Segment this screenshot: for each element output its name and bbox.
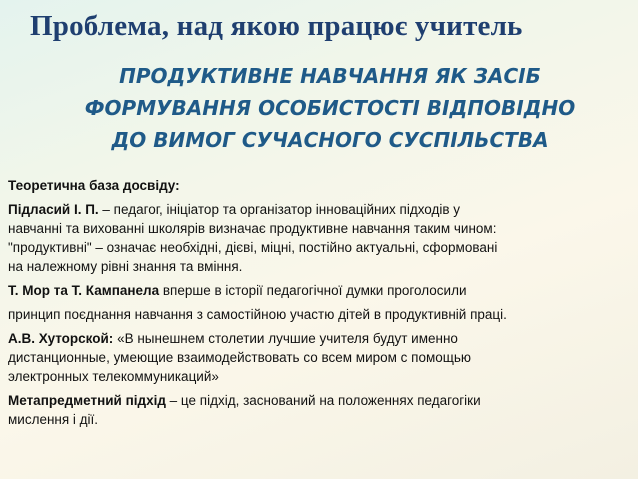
paragraph-text: – педагог, ініціатор та організатор інноваційних підходів у [98, 202, 461, 217]
slide-title: Проблема, над якою працює учитель [30, 10, 523, 42]
paragraph-text: "продуктивні" – означає необхідні, дієві, міцні, постійно актуальні, сформовані [8, 240, 498, 255]
subtitle-line: ФОРМУВАННЯ ОСОБИСТОСТІ ВІДПОВІДНО [84, 96, 576, 120]
subtitle-line: ПРОДУКТИВНЕ НАВЧАННЯ ЯК ЗАСІБ [119, 64, 541, 88]
paragraph-mor-campanella [8, 281, 626, 300]
paragraph-khutorskoy [8, 329, 626, 386]
paragraph-mor-campanella-cont [8, 305, 626, 324]
paragraph-metasubject [8, 391, 626, 429]
term-name: Метапредметний підхід [8, 393, 166, 408]
paragraph-text: принцип поєднання навчання з самостійною участю дітей в продуктивній праці. [8, 307, 507, 322]
subtitle-line: ДО ВИМОГ СУЧАСНОГО СУСПІЛЬСТВА [111, 128, 549, 152]
paragraph-text: электронных телекоммуникаций» [8, 369, 219, 384]
paragraph-text: – це підхід, заснований на положеннях педагогіки [165, 393, 481, 408]
problem-subtitle [60, 60, 600, 156]
slide-body [8, 176, 626, 434]
paragraph-text: навчанні та вихованні школярів визначає продуктивне навчання таким чином: [8, 221, 497, 236]
theory-heading: Теоретична база досвіду: [8, 178, 180, 193]
paragraph-text: мислення і дії. [8, 412, 99, 427]
author-name: А.В. Хуторской: [8, 331, 114, 346]
author-name: Т. Мор та Т. Кампанела [8, 283, 160, 298]
paragraph-text: «В нынешнем столетии лучшие учителя будут именно [113, 331, 458, 346]
paragraph-pidlasyi [8, 200, 626, 276]
paragraph-text: вперше в історії педагогічної думки проголосили [159, 283, 467, 298]
author-name: Підласий І. П. [8, 202, 99, 217]
paragraph-text: дистанционные, умеющие взаимодействовать со всем миром с помощью [8, 350, 472, 365]
paragraph-text: на належному рівні знання та вміння. [8, 259, 243, 274]
